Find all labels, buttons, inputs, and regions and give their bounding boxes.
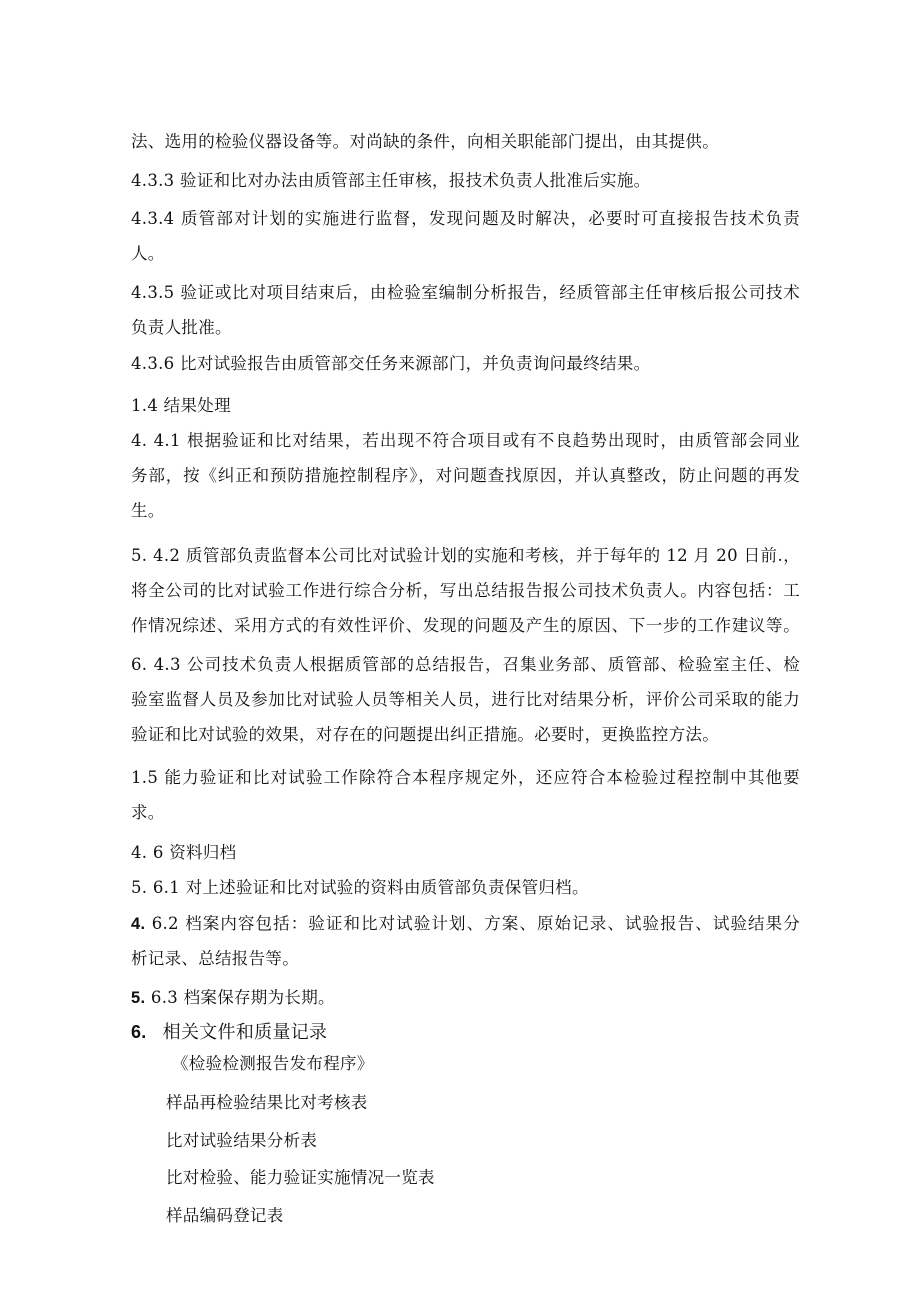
record-item: 比对检验、能力验证实施情况一览表	[166, 1168, 435, 1187]
paragraph-line: 验室监督人员及参加比对试验人员等相关人员，进行比对结果分析，评价公司采取的能力	[131, 690, 800, 709]
paragraph-line: 将全公司的比对试验工作进行综合分析，写出总结报告报公司技术负责人。内容包括：工	[131, 581, 800, 600]
paragraph-line: 4.3.5 验证或比对项目结束后，由检验室编制分析报告，经质管部主任审核后报公司技术	[131, 283, 800, 302]
paragraph-line: 验证和比对试验的效果，对存在的问题提出纠正措施。必要时，更换监控方法。	[131, 725, 719, 744]
section-6-heading	[131, 1021, 800, 1044]
item-text: 6.3 档案保存期为长期。	[150, 988, 335, 1007]
record-item: 《检验检测报告发布程序》	[172, 1054, 374, 1073]
paragraph-line: 务部，按《纠正和预防措施控制程序》，对问题查找原因，并认真整改，防止问题的再发	[131, 466, 800, 485]
paragraph-line: 1.5 能力验证和比对试验工作除符合本程序规定外，还应符合本检验过程控制中其他要	[131, 768, 800, 787]
record-item: 样品编码登记表	[166, 1206, 284, 1225]
paragraph-line: 4. 4.1 根据验证和比对结果，若出现不符合项目或有不良趋势出现时，由质管部会同业	[131, 431, 800, 450]
paragraph-line: 生。	[131, 501, 165, 520]
item-text: 6.2 档案内容包括：验证和比对试验计划、方案、原始记录、试验报告、试验结果分	[151, 914, 801, 933]
paragraph-line: 法、选用的检验仪器设备等。对尚缺的条件，向相关职能部门提出，由其提供。	[131, 132, 719, 151]
section-heading: 1.4 结果处理	[131, 396, 231, 415]
section-heading: 4. 6 资料归档	[131, 843, 237, 862]
paragraph-line: 析记录、总结报告等。	[131, 949, 299, 968]
item-number: 4.	[131, 915, 146, 933]
section-number: 6.	[131, 1022, 147, 1042]
record-item: 样品再检验结果比对考核表	[166, 1093, 368, 1112]
item-number: 5.	[131, 989, 146, 1007]
record-item: 比对试验结果分析表	[166, 1131, 318, 1150]
paragraph-line: 5. 6.1 对上述验证和比对试验的资料由质管部负责保管归档。	[131, 878, 589, 897]
paragraph-line: 6. 4.3 公司技术负责人根据质管部的总结报告，召集业务部、质管部、检验室主任、检	[131, 655, 800, 674]
section-title: 相关文件和质量记录	[162, 1022, 328, 1043]
paragraph-line: 负责人批准。	[131, 318, 232, 337]
paragraph-line: 求。	[131, 803, 165, 822]
paragraph-line: 作情况综述、采用方式的有效性评价、发现的问题及产生的原因、下一步的工作建议等。	[131, 616, 800, 635]
paragraph-line: 4.3.4 质管部对计划的实施进行监督，发现问题及时解决，必要时可直接报告技术负责	[131, 209, 800, 228]
paragraph-line: 5. 4.2 质管部负责监督本公司比对试验计划的实施和考核，并于每年的 12 月 20 日前.，	[131, 546, 800, 565]
paragraph-line: 人。	[131, 244, 165, 263]
paragraph-line: 4.3.3 验证和比对办法由质管部主任审核，报技术负责人批准后实施。	[131, 171, 651, 190]
paragraph-line: 4.3.6 比对试验报告由质管部交任务来源部门，并负责询问最终结果。	[131, 354, 651, 373]
archive-content-item	[131, 913, 800, 935]
archive-retention-item	[131, 987, 800, 1009]
